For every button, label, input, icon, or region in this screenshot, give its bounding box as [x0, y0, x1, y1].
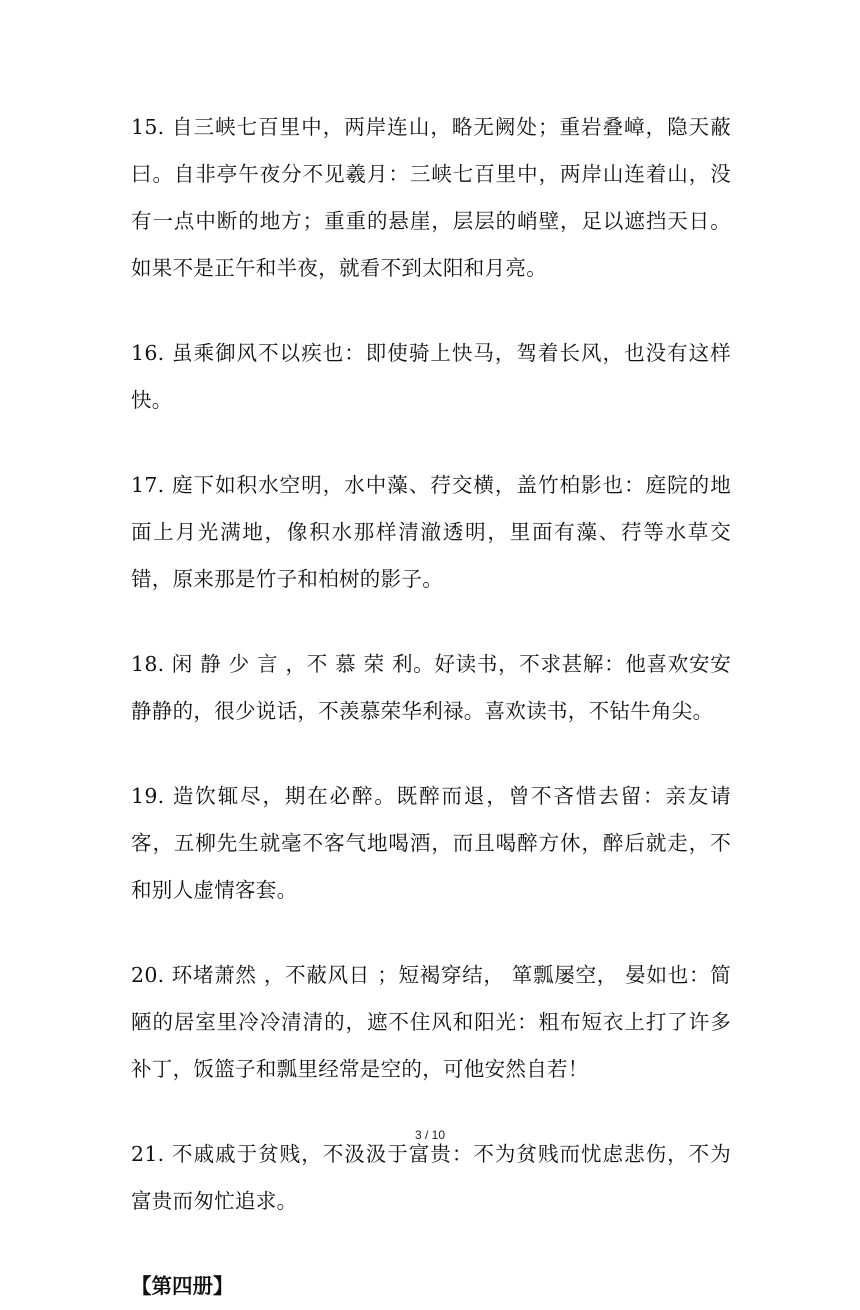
paragraph-16: 16. 虽乘御风不以疾也：即使骑上快马，驾着长风，也没有这样快。: [131, 341, 731, 412]
paragraph-19: 19. 造饮辄尽，期在必醉。既醉而退，曾不吝惜去留：亲友请客，五柳先生就毫不客气地喝酒，而且喝醉方休，醉后就走，不和别人虚情客套。: [131, 784, 731, 902]
paragraph-18: 18. 闲 静 少 言 ，不 慕 荣 利。好读书，不求甚解：他喜欢安安静静的，很少说话，不羡慕荣华利禄。喜欢读书，不钻牛角尖。: [131, 652, 731, 723]
paragraph-17: 17. 庭下如积水空明，水中藻、荇交横，盖竹柏影也：庭院的地面上月光满地，像积水那样清澈透明，里面有藻、荇等水草交错，原来那是竹子和柏树的影子。: [131, 473, 731, 591]
paragraph-15: 15. 自三峡七百里中，两岸连山，略无阙处；重岩叠嶂，隐天蔽曰。自非亭午夜分不见羲月：三峡七百里中，两岸山连着山，没有一点中断的地方；重重的悬崖，层层的峭壁，足以遮挡天日。如果不是正午和半夜，就看不到太阳和月亮。: [131, 115, 731, 280]
paragraph-20: 20. 环堵萧然 ，不蔽风日 ；短褐穿结， 箪瓢屡空， 晏如也：简陋的居室里冷冷清清的，遮不住风和阳光：粗布短衣上打了许多补丁，饭篮子和瓢里经常是空的，可他安然自若！: [131, 963, 731, 1081]
section-heading: 【第四册】: [131, 1274, 234, 1298]
page-number: 3 / 10: [414, 1128, 446, 1142]
paragraph-21: 21. 不戚戚于贫贱，不汲汲于富贵：不为贫贱而忧虑悲伤，不为富贵而匆忙追求。: [131, 1142, 731, 1213]
